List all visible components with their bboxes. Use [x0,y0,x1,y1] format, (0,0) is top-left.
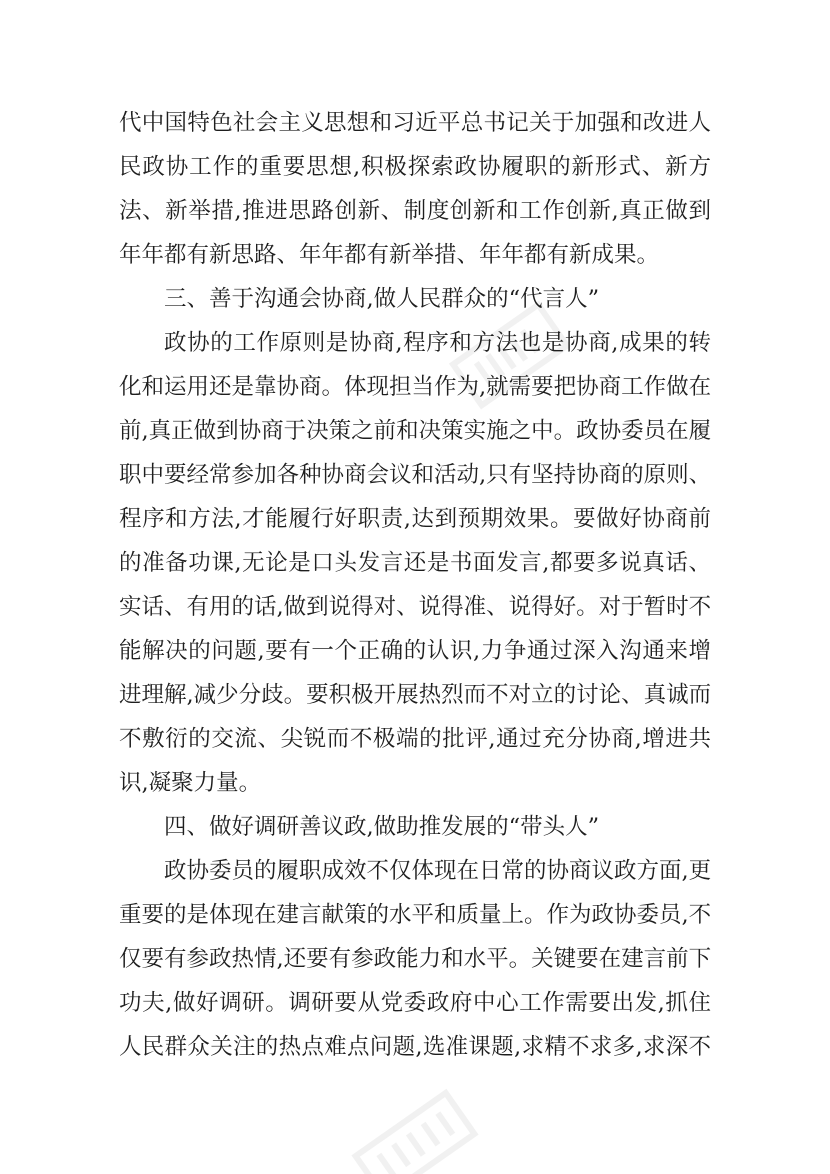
paragraph-line: 识,凝聚力量。 [119,770,262,796]
paragraph-line: 代中国特色社会主义思想和习近平总书记关于加强和改进人 [119,110,711,136]
paragraph-line: 实话、有用的话,做到说得对、说得准、说得好。对于暂时不 [119,594,712,620]
paragraph-line: 不敷衍的交流、尖锐而不极端的批评,通过充分协商,增进共 [119,726,711,752]
paragraph-line: 职中要经常参加各种协商会议和活动,只有坚持协商的原则、 [119,462,712,488]
watermark-stamp [340,1085,490,1174]
section-heading: 三、善于沟通会协商,做人民群众的“代言人” [164,286,600,312]
paragraph-line: 化和运用还是靠协商。体现担当作为,就需要把协商工作做在 [119,374,712,400]
paragraph-line: 程序和方法,才能履行好职责,达到预期效果。要做好协商前 [119,506,711,532]
paragraph-line: 政协委员的履职成效不仅体现在日常的协商议政方面,更 [164,858,712,884]
paragraph-line: 年年都有新思路、年年都有新举措、年年都有新成果。 [119,242,660,268]
paragraph-line: 前,真正做到协商于决策之前和决策实施之中。政协委员在履 [119,418,712,444]
paragraph-line: 政协的工作原则是协商,程序和方法也是协商,成果的转 [164,330,711,356]
paragraph-line: 能解决的问题,要有一个正确的认识,力争通过深入沟通来增 [119,638,711,664]
paragraph-line: 仅要有参政热情,还要有参政能力和水平。关键要在建言前下 [119,946,712,972]
paragraph-line: 的准备功课,无论是口头发言还是书面发言,都要多说真话、 [119,550,711,576]
paragraph-line: 法、新举措,推进思路创新、制度创新和工作创新,真正做到 [119,198,711,224]
paragraph-line: 重要的是体现在建言献策的水平和质量上。作为政协委员,不 [119,902,712,928]
paragraph-line: 人民群众关注的热点难点问题,选准课题,求精不求多,求深不 [119,1034,711,1060]
paragraph-line: 进理解,减少分歧。要积极开展热烈而不对立的讨论、真诚而 [119,682,712,708]
section-heading: 四、做好调研善议政,做助推发展的“带头人” [164,814,600,840]
paragraph-line: 民政协工作的重要思想,积极探索政协履职的新形式、新方 [119,154,711,180]
paragraph-line: 功夫,做好调研。调研要从党委政府中心工作需要出发,抓住 [119,990,711,1016]
